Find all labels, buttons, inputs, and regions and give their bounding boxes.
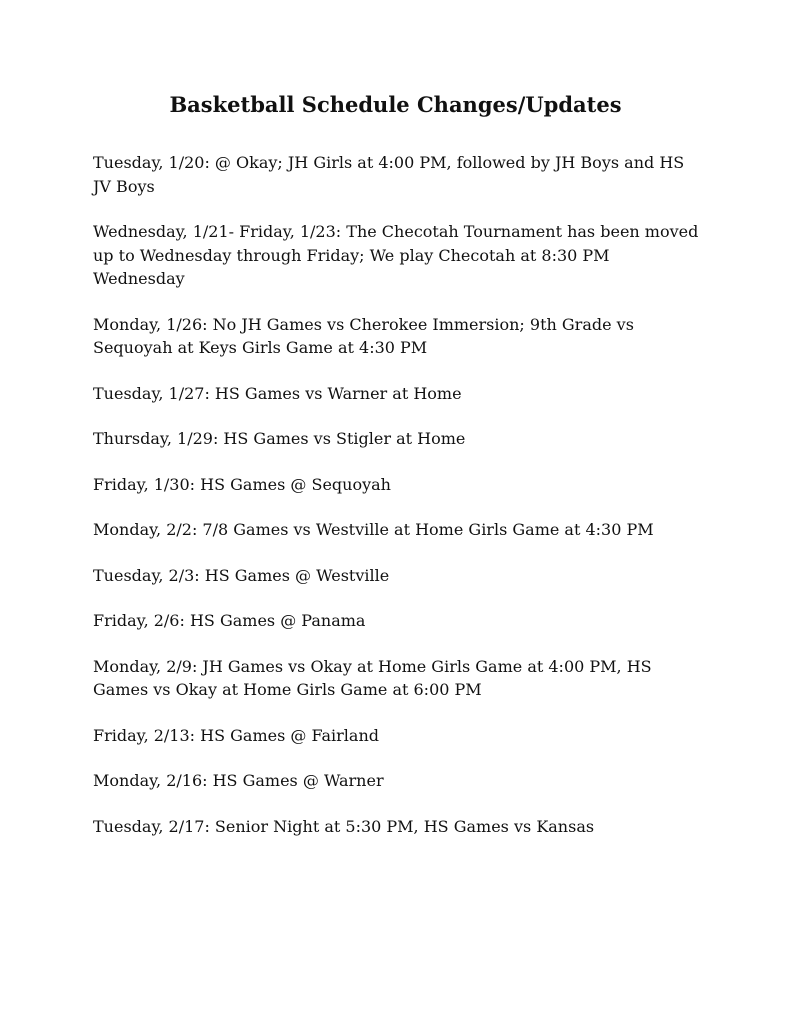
schedule-entry: Thursday, 1/29: HS Games vs Stigler at Home xyxy=(93,429,466,448)
schedule-entry: Friday, 2/13: HS Games @ Fairland xyxy=(93,725,380,745)
schedule-entry: Monday, 2/2: 7/8 Games vs Westville at Home Girls Game at 4:30 PM xyxy=(93,520,654,539)
schedule-entry: Tuesday, 2/3: HS Games @ Westville xyxy=(93,565,390,585)
schedule-entry: Tuesday, 1/27: HS Games vs Warner at Home xyxy=(93,383,462,403)
schedule-list xyxy=(93,151,703,860)
schedule-entry: Monday, 2/16: HS Games @ Warner xyxy=(93,771,384,790)
schedule-entry: Tuesday, 1/20: @ Okay; JH Girls at 4:00 PM, followed by JH Boys and HS JV Boys xyxy=(93,153,685,196)
schedule-entry: Monday, 1/26: No JH Games vs Cherokee Immersion; 9th Grade vs Sequoyah at Keys Girls Game at 4:30 PM xyxy=(93,314,634,357)
schedule-entry: Wednesday, 1/21- Friday, 1/23: The Checotah Tournament has been moved up to Wednesday through Friday; We play Checotah at 8:30 PM Wednesday xyxy=(93,222,699,288)
schedule-entry: Tuesday, 2/17: Senior Night at 5:30 PM, HS Games vs Kansas xyxy=(93,816,595,836)
schedule-entry: Friday, 1/30: HS Games @ Sequoyah xyxy=(93,474,391,494)
schedule-entry: Monday, 2/9: JH Games vs Okay at Home Girls Game at 4:00 PM, HS Games vs Okay at Home Girls Game at 6:00 PM xyxy=(93,656,652,699)
document-title: Basketball Schedule Changes/Updates xyxy=(169,92,622,117)
schedule-entry: Friday, 2/6: HS Games @ Panama xyxy=(93,611,366,630)
